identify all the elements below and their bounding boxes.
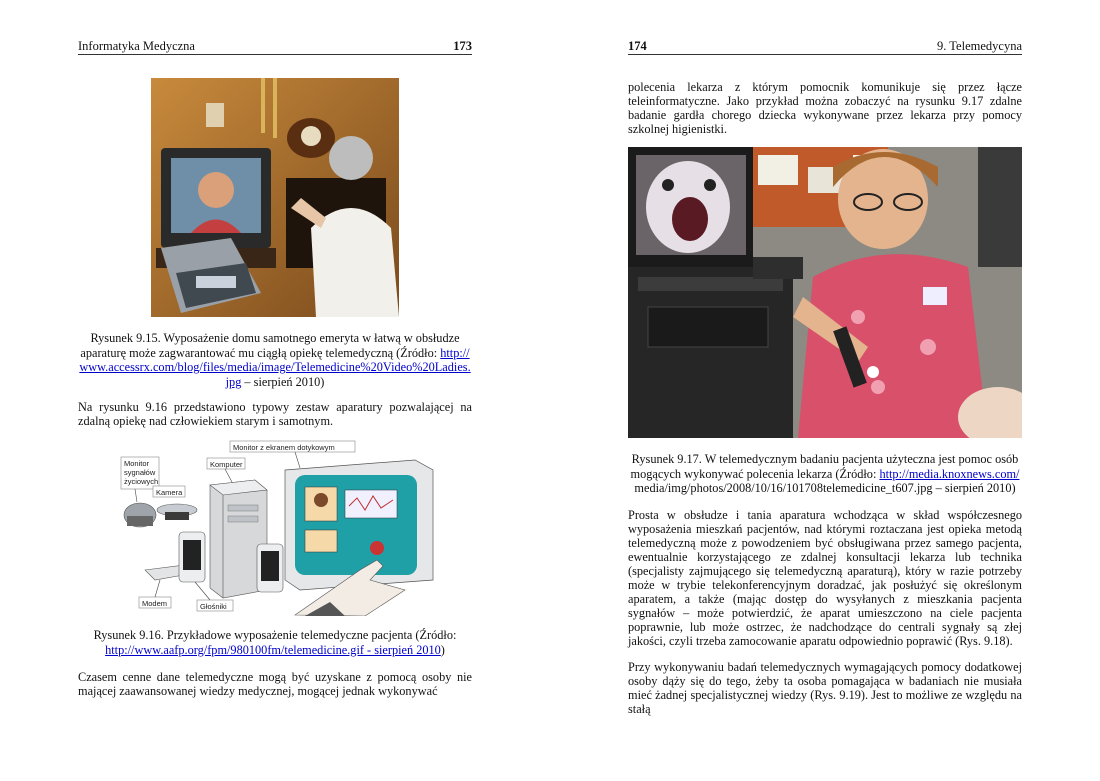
right-paragraph-3: Przy wykonywaniu badań telemedycznych wymagających pomocy dodatkowej osoby dąży się do tego, żeby ta osoba pomagająca w badaniach nie musiała mieć żadnej specjalistycznej wiedzy (Rys. 9.19). Jest to możliwe ze względu na stałą	[628, 660, 1022, 716]
right-page	[550, 0, 1100, 781]
caption-text: Rysunek 9.16. Przykładowe wyposażenie telemedyczne pacjenta (Źródło:	[93, 628, 457, 642]
caption-suffix: – sierpień 2010)	[241, 374, 325, 389]
caption-suffix: media/img/photos/2008/10/16/101708telemedicine_t607.jpg – sierpień 2010)	[634, 481, 1016, 495]
figure-9-15-source-link[interactable]: http://www.accessrx.com/blog/files/media/image/Telemedicine%20Video%20Ladies.jpg	[79, 345, 471, 389]
chapter-title: 9. Telemedycyna	[937, 39, 1022, 53]
page-number-173: 173	[453, 39, 472, 53]
caption-text: Rysunek 9.17. W telemedycznym badaniu pacjenta użyteczna jest pomoc osób mogących wykonywać polecenia lekarza (Źródło:	[630, 452, 1019, 481]
label-touchscreen: Monitor z ekranem dotykowym	[233, 443, 335, 452]
book-title: Informatyka Medyczna	[78, 39, 195, 53]
figure-9-16-caption	[78, 628, 472, 657]
figure-9-17-source-link[interactable]: http://media.knoxnews.com/	[879, 466, 1020, 481]
right-paragraph-2: Prosta w obsłudze i tania aparatura wchodząca w skład współczesnego wyposażenia mieszkań pacjentów, nad którymi roztaczana jest opieka metodą telemedyczną może z powodzeniem być obsługiwana przez samego pacjenta, ewentualnie korzystającego ze zdalnej konsultacji lekarza lub technika (specjalisty zajmującego się telemedyczną aparaturą), który w razie potrzeby może w trybie telekonferencyjnym doradzać, jak posłużyć się określonym aparatem, a także (mając dostęp do wysyłanych z mieszkania pacjenta sygnałów – może potwierdzić, że aparat umieszczono na ciele pacjenta poprawnie, lub może ostrzec, że nadchodzące do centrali sygnały są złej jakości, czyli trzeba zamocowanie aparatu odpowiednio poprawić (Rys. 9.18).	[628, 508, 1022, 648]
right-paragraph-1: polecenia lekarza z którym pomocnik komunikuje się przez łącze teleinformatyczne. Jako przykład można zobaczyć na rysunku 9.17 zdalne badanie gardła chorego dziecka wykonywane przez lekarza przy pomocy szkolnej higienistki.	[628, 80, 1022, 136]
figure-9-15-caption	[78, 331, 472, 389]
page-number-174: 174	[628, 39, 647, 53]
label-vital-line-2: sygnałów	[124, 468, 156, 477]
label-modem: Modem	[142, 599, 168, 608]
label-speakers: Głośniki	[200, 602, 227, 611]
label-camera: Kamera	[156, 488, 183, 497]
caption-suffix: )	[440, 642, 445, 657]
label-vital-line-1: Monitor	[124, 459, 150, 468]
figure-9-17-caption	[628, 452, 1022, 496]
right-page-header	[628, 38, 1022, 55]
figure-9-17-photo	[628, 147, 1022, 438]
label-vital-line-3: życiowych	[124, 477, 159, 486]
left-paragraph-2: Czasem cenne dane telemedyczne mogą być uzyskane z pomocą osoby nie mającej zaawansowanej wiedzy medycznej, mogącej jednak wykonywać	[78, 670, 472, 698]
figure-9-15-photo	[151, 78, 399, 317]
left-page-header	[78, 38, 472, 55]
caption-text: Rysunek 9.15. Wyposażenie domu samotnego emeryta w łatwą w obsłudze aparaturę może zagwarantować mu ciągłą opiekę telemedyczną (Źródło:	[80, 331, 460, 360]
label-computer: Komputer	[210, 460, 243, 469]
figure-9-16-diagram	[115, 440, 435, 616]
left-paragraph-1: Na rysunku 9.16 przedstawiono typowy zestaw aparatury pozwalającej na zdalną opiekę nad człowiekiem starym i samotnym.	[78, 400, 472, 428]
figure-9-16-source-link[interactable]: http://www.aafp.org/fpm/980100fm/telemedicine.gif - sierpień 2010	[105, 642, 441, 657]
